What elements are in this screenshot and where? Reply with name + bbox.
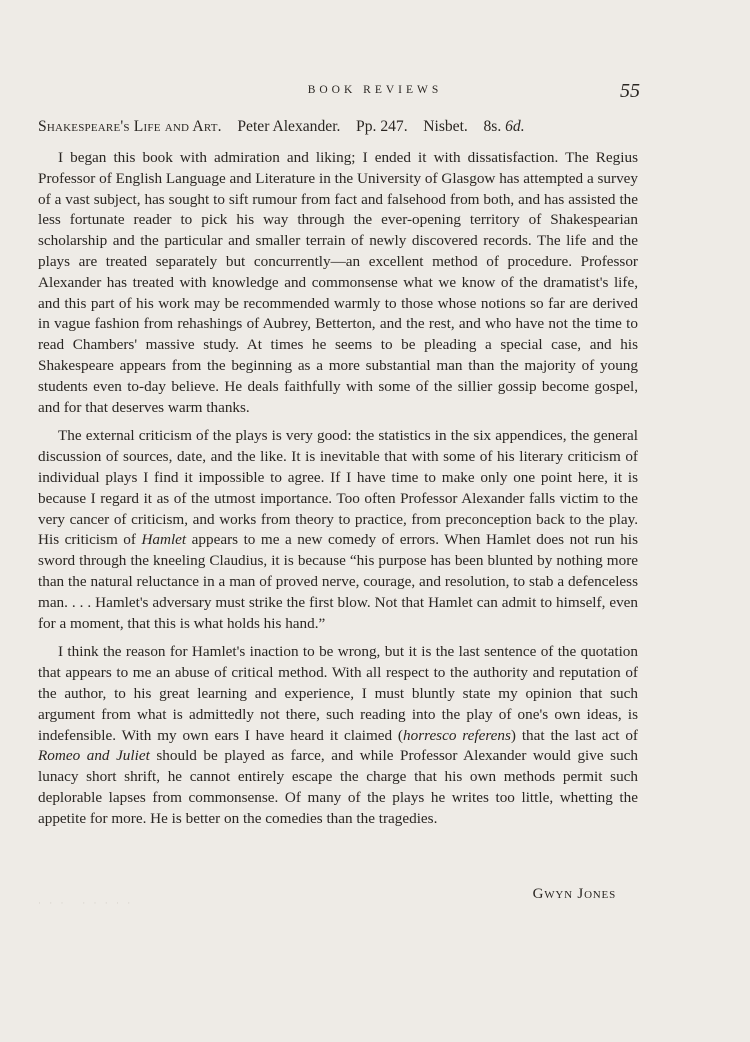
book-publisher: Nisbet. bbox=[423, 118, 468, 135]
paragraph-2-text-a: The external criticism of the plays is very good: the statistics in the six appendices, the general discussion of sources, date, and the like. It is inevitable that with some of his literary criticism of individual plays I find it impossible to agree. If I have time to make only one point here, it is because I regard it as of the utmost importance. Too often Professor Alexander falls victim to the very cancer of criticism, and works from theory to practice, from preconception back to the play. His criticism of bbox=[38, 427, 638, 549]
paragraph-3-text-b: ) that the last act of bbox=[510, 726, 638, 744]
paragraph-3-text-a: I think the reason for Hamlet's inaction to be wrong, but it is the last sentence of the quotation that appears to me an abuse of critical method. With all respect to the authority and reputation of the author, to his great learning and experience, I must bluntly state my opinion that such argument from what is admittedly not there, such reading into the play of one's own ideas, is indefensible. With my own ears I have heard it claimed ( bbox=[38, 643, 638, 744]
faint-show-through: · · · · · · · · bbox=[38, 898, 134, 908]
paragraph-1-text: I began this book with admiration and liking; I ended it with dissatisfaction. The Regius Professor of English Language and Literature in the University of Glasgow has attempted a survey of a vast subject, has sought to sift rumour from fact and falsehood from both, and has assisted the less fortunate reader to pick his way through the ever-opening territory of Shakespearian scholarship and the particular and smaller terrain of newly discovered records. The life and the plays are treated separately but concurrently—an excellent method of procedure. Professor Alexander has treated with knowledge and commonsense what we know of the dramatist's life, and this part of his work may be recommended warmly to those whose notions so far are derived in vague fashion from rehashings of Aubrey, Betterton, and the rest, and who have not the time to read Chambers' massive study. At times he seems to be pleading a special case, and his Shakespeare appears from the beginning as a more substantial man than the majority of young students even to-day believe. He deals faithfully with some of the sillier gossip become gospel, and for that deserves warm thanks. bbox=[38, 149, 638, 416]
italic-horresco-referens: horresco referens bbox=[403, 726, 511, 744]
book-title: Shakespeare's Life and Art. bbox=[38, 118, 222, 135]
spacer bbox=[344, 118, 352, 135]
paragraph-1 bbox=[38, 148, 638, 418]
page-number: 55 bbox=[620, 80, 640, 102]
paragraph-2-text-b: appears to me a new comedy of errors. When Hamlet does not run his sword through the kneeling Claudius, it is because “his purpose has been blunted by nothing more than the natural reluctance in a man of proved nerve, courage, and resolution, to stab a defenceless man. . . . Hamlet's adversary must strike the first blow. Not that Hamlet can admit to himself, even for a moment, that this is what holds his hand.” bbox=[38, 531, 639, 632]
running-head: BOOK REVIEWS bbox=[307, 84, 443, 96]
spacer bbox=[472, 118, 480, 135]
spacer bbox=[412, 118, 420, 135]
paragraph-3 bbox=[38, 642, 638, 829]
book-price-pence: 6d. bbox=[505, 118, 525, 135]
reviewer-signature: Gwyn Jones bbox=[532, 886, 616, 902]
book-pages: Pp. 247. bbox=[356, 118, 408, 135]
book-price-shillings: 8s. bbox=[483, 118, 502, 135]
italic-romeo-and-juliet: Romeo and Juliet bbox=[38, 747, 150, 765]
review-body bbox=[38, 148, 638, 838]
paragraph-3-text-c: should be played as farce, and while Professor Alexander would give such lunacy short shrift, he cannot entirely escape the charge that his own methods permit such deplorable lapses from commonsense. Of many of the plays he writes too little, whetting the appetite for more. He is better on the comedies than the tragedies. bbox=[38, 747, 639, 827]
spacer bbox=[226, 118, 234, 135]
italic-hamlet: Hamlet bbox=[141, 531, 187, 549]
review-entry-heading bbox=[38, 118, 638, 135]
book-author: Peter Alexander. bbox=[237, 118, 341, 135]
paragraph-2 bbox=[38, 426, 638, 634]
